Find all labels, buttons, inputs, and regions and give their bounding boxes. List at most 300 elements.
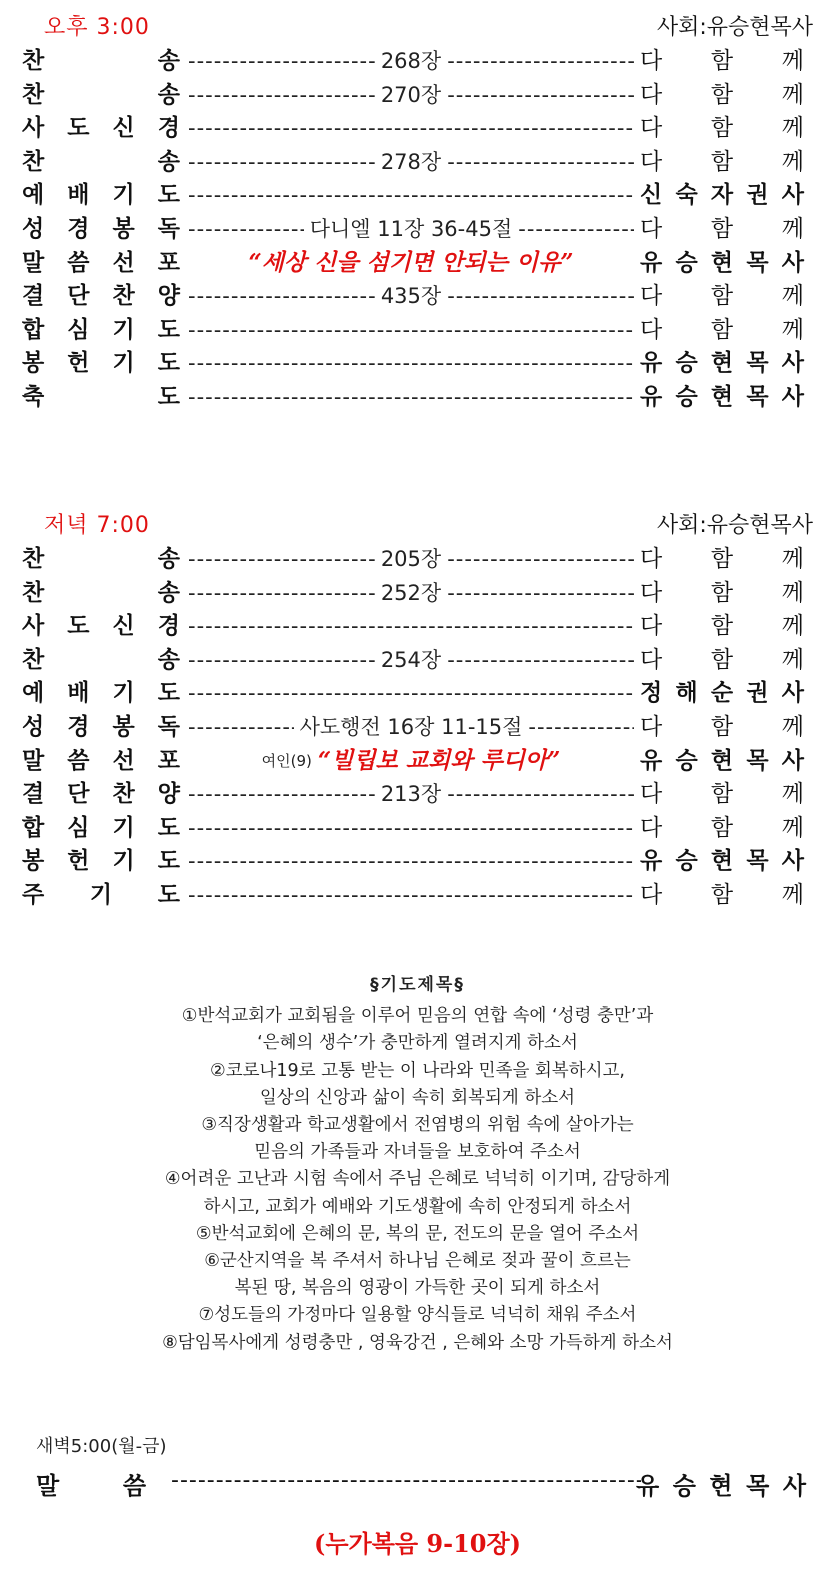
- order-item-value: 252장: [380, 580, 442, 605]
- label-char: 찬: [112, 283, 135, 310]
- order-item-leader: [640, 544, 804, 574]
- dash-leader: [528, 712, 634, 742]
- label-char: 선: [112, 747, 135, 774]
- leader-char: 다: [640, 215, 663, 242]
- label-char: 송: [157, 546, 180, 572]
- leader-char: 유: [640, 249, 663, 276]
- dash-leader: [188, 678, 634, 708]
- order-item-value: 270장: [380, 82, 442, 107]
- evening-service: [0, 502, 835, 912]
- order-row: [0, 111, 835, 145]
- leader-char: 권: [746, 680, 769, 707]
- prayer-line: ③직장생활과 학교생활에서 전염병의 위험 속에 살아가는: [201, 1115, 634, 1136]
- order-item-label: [22, 779, 180, 809]
- leader-char: 다: [640, 881, 663, 908]
- leader-char: 사: [781, 680, 804, 707]
- prayer-topics: [60, 972, 775, 1357]
- order-item-leader: [640, 382, 804, 412]
- leader-char: 다: [640, 781, 663, 808]
- label-char: 심: [67, 814, 90, 841]
- prayer-line: ⑦성도들의 가정마다 일용할 양식들로 넉넉히 채워 주소서: [198, 1305, 637, 1326]
- evening-host: 사회:유승현목사: [656, 513, 813, 538]
- prayer-title: §기도제목§: [370, 975, 465, 995]
- order-item-label: [22, 80, 180, 110]
- leader-char: 다: [640, 546, 663, 572]
- label-char: 배: [67, 182, 90, 209]
- label-char: 경: [67, 713, 90, 740]
- order-item-detail: [188, 348, 634, 378]
- label-char: 배: [67, 680, 90, 707]
- order-item-leader: [640, 746, 804, 776]
- label-char: 봉: [112, 215, 135, 242]
- dawn-time: 새벽5:00(월-금): [36, 1436, 167, 1457]
- dash-leader: [447, 46, 634, 76]
- dash-leader: [188, 813, 634, 843]
- leader-char: 승: [675, 249, 698, 276]
- label-char: 독: [157, 713, 180, 740]
- order-item-detail: [188, 315, 634, 345]
- order-item-detail: [188, 712, 634, 742]
- label-char: 도: [157, 350, 180, 377]
- dash-leader: [447, 645, 634, 675]
- order-item-value: 268장: [380, 49, 442, 73]
- order-item-leader: [640, 46, 804, 76]
- label-char: 독: [157, 215, 180, 242]
- dash-leader: [188, 46, 375, 76]
- prayer-line: 일상의 신앙과 삶이 속히 회복되게 하소서: [259, 1087, 576, 1108]
- label-char: 신: [112, 115, 135, 142]
- label-char: 포: [157, 747, 180, 774]
- order-row: [0, 609, 835, 643]
- label-char: 심: [67, 316, 90, 343]
- leader-char: 께: [781, 81, 804, 108]
- leader-char: 현: [710, 350, 734, 377]
- order-item-label: [22, 578, 180, 608]
- leader-char: 께: [781, 579, 804, 606]
- label-char: 기: [112, 316, 135, 343]
- dawn-order-row: [36, 1466, 806, 1502]
- dash-leader: [188, 315, 634, 345]
- order-item-detail: [188, 180, 634, 210]
- order-item-detail: [188, 746, 634, 776]
- label-char: 씀: [67, 747, 90, 774]
- order-row: [0, 676, 835, 710]
- leader-char: 다: [640, 579, 663, 606]
- leader-char: 현: [710, 747, 734, 774]
- dash-leader: [188, 281, 375, 311]
- order-item-detail: [188, 544, 634, 574]
- leader-char: 께: [781, 546, 804, 572]
- order-item-detail: [188, 813, 634, 843]
- dash-leader: [447, 281, 634, 311]
- leader-char: 유: [640, 848, 663, 875]
- order-item-leader: [640, 712, 804, 742]
- order-item-label: [22, 846, 180, 876]
- label-char: 찬: [22, 646, 45, 673]
- label-char: 헌: [67, 848, 90, 875]
- leader-char: 사: [781, 182, 804, 209]
- leader-char: 승: [675, 383, 698, 410]
- order-item-label: [22, 712, 180, 742]
- label-char: 축: [22, 383, 45, 410]
- leader-char: 함: [710, 546, 734, 572]
- order-item-value: 278장: [380, 149, 442, 174]
- leader-char: 께: [781, 646, 804, 673]
- label-char: 송: [157, 646, 180, 673]
- label-char: 도: [157, 316, 180, 343]
- order-row: [0, 212, 835, 246]
- prayer-line: ④어려운 고난과 시험 속에서 주님 은혜로 넉넉히 이기며, 감당하게: [164, 1169, 671, 1190]
- leader-char: 함: [710, 48, 734, 74]
- dash-leader: [188, 382, 634, 412]
- label-char: 경: [157, 613, 180, 640]
- leader-char: 께: [781, 48, 804, 74]
- leader-char: 승: [675, 350, 698, 377]
- leader-char: 사: [781, 383, 804, 410]
- label-char: 찬: [22, 81, 45, 108]
- order-item-leader: [640, 315, 804, 345]
- label-char: 예: [22, 680, 45, 707]
- prayer-line: ⑥군산지역을 복 주셔서 하나님 은혜로 젖과 꿀이 흐르는: [204, 1251, 631, 1272]
- order-item-leader: [640, 880, 804, 910]
- order-item-detail: [188, 281, 634, 311]
- dash-leader: [188, 846, 634, 876]
- label-char: 도: [157, 182, 180, 209]
- order-item-detail: [188, 46, 634, 76]
- label-char: 찬: [22, 48, 45, 74]
- leader-char: 다: [640, 814, 663, 841]
- leader-char: 유: [636, 1472, 660, 1500]
- order-item-label: [22, 315, 180, 345]
- leader-char: 목: [746, 747, 769, 774]
- afternoon-header: [0, 4, 835, 44]
- label-char: 송: [157, 48, 180, 74]
- dash-leader: [447, 147, 634, 177]
- order-item-detail: [188, 578, 634, 608]
- label-char: 봉: [22, 350, 45, 377]
- label-char: 씀: [67, 249, 90, 276]
- order-item-label: [22, 382, 180, 412]
- order-item-leader: [640, 180, 804, 210]
- prayer-line: 믿음의 가족들과 자녀들을 보호하여 주소서: [254, 1142, 581, 1163]
- leader-char: 께: [781, 283, 804, 310]
- leader-char: 함: [710, 613, 734, 640]
- label-char: 송: [157, 148, 180, 175]
- label-char: 봉: [22, 848, 45, 875]
- label-char: 단: [67, 781, 90, 808]
- label-char: 성: [22, 713, 45, 740]
- dash-leader: [447, 779, 634, 809]
- dash-leader: [447, 578, 634, 608]
- label-char: 말: [22, 249, 45, 276]
- label-char: 합: [22, 316, 45, 343]
- leader-char: 현: [709, 1472, 733, 1500]
- afternoon-service: [0, 4, 835, 414]
- leader-char: 께: [781, 215, 804, 242]
- order-item-label: [22, 813, 180, 843]
- order-item-leader: [640, 348, 804, 378]
- order-item-label: [22, 147, 180, 177]
- prayer-line: 복된 땅, 복음의 영광이 가득한 곳이 되게 하소서: [234, 1278, 601, 1299]
- order-item-label: [22, 880, 180, 910]
- label-char: 도: [157, 814, 180, 841]
- leader-char: 현: [710, 848, 734, 875]
- order-row: [0, 576, 835, 610]
- label-char: 포: [157, 249, 180, 276]
- leader-char: 자: [710, 182, 734, 209]
- order-item-value: 사도행전 16장 11-15절: [299, 714, 523, 739]
- order-item-detail: [188, 113, 634, 143]
- order-item-value: 213장: [380, 782, 442, 807]
- dash-leader: [188, 80, 375, 110]
- leader-char: 사: [781, 350, 804, 377]
- dash-leader: [447, 544, 634, 574]
- evening-header: [0, 502, 835, 542]
- label-char: 예: [22, 182, 45, 209]
- dash-leader: [188, 779, 375, 809]
- leader-char: 다: [640, 646, 663, 673]
- order-item-leader: [640, 611, 804, 641]
- order-item-detail: [188, 147, 634, 177]
- order-item-leader: [640, 281, 804, 311]
- order-item-label: [22, 678, 180, 708]
- leader-char: 함: [710, 713, 734, 740]
- dash-leader: [447, 80, 634, 110]
- leader-char: 사: [781, 848, 804, 875]
- dash-leader: [188, 180, 634, 210]
- order-item-label: [22, 746, 180, 776]
- prayer-line: ⑤반석교회에 은혜의 문, 복의 문, 전도의 문을 열어 주소서: [195, 1223, 640, 1244]
- order-item-leader: [640, 578, 804, 608]
- prayer-lines: [60, 1003, 775, 1357]
- order-row: [0, 44, 835, 78]
- leader-char: 권: [746, 182, 769, 209]
- order-item-value: 다니엘 11장 36-45절: [309, 216, 513, 241]
- leader-char: 목: [746, 848, 769, 875]
- leader-char: 함: [710, 781, 734, 808]
- label-char: 단: [67, 283, 90, 310]
- label-char: 송: [157, 81, 180, 108]
- order-item-detail: [188, 80, 634, 110]
- leader-char: 께: [781, 115, 804, 142]
- label-char: 성: [22, 215, 45, 242]
- prayer-line: ‘은혜의 생수’가 충만하게 열려지게 하소서: [257, 1033, 578, 1054]
- order-item-value: 205장: [380, 547, 442, 571]
- order-row: [0, 78, 835, 112]
- dash-leader: [188, 544, 375, 574]
- prayer-line: ⑧담임목사에게 성령충만 , 영육강건 , 은혜와 소망 가득하게 하소서: [162, 1332, 673, 1353]
- leader-char: 께: [781, 781, 804, 808]
- leader-char: 유: [640, 350, 663, 377]
- order-item-detail: [188, 645, 634, 675]
- label-char: 도: [157, 848, 180, 875]
- label-char: 봉: [112, 713, 135, 740]
- order-row: [0, 777, 835, 811]
- order-row: [0, 844, 835, 878]
- leader-char: 다: [640, 613, 663, 640]
- leader-char: 사: [781, 747, 804, 774]
- leader-char: 순: [710, 680, 734, 707]
- sermon-series: 여인(9): [261, 751, 312, 770]
- leader-char: 께: [781, 713, 804, 740]
- label-char: 도: [67, 115, 90, 142]
- label-char: 도: [157, 680, 180, 707]
- order-row: [0, 346, 835, 380]
- order-item-label: [22, 348, 180, 378]
- order-row: [0, 811, 835, 845]
- leader-char: 함: [710, 283, 734, 310]
- order-item-value: 435장: [380, 284, 442, 309]
- order-item-leader: [640, 813, 804, 843]
- order-item-label: [22, 281, 180, 311]
- order-item-detail: [188, 846, 634, 876]
- order-item-leader: [640, 214, 804, 244]
- prayer-line: ②코로나19로 고통 받는 이 나라와 민족을 회복하시고,: [210, 1060, 625, 1081]
- leader-char: 다: [640, 283, 663, 310]
- leader-char: 목: [746, 350, 769, 377]
- order-item-leader: [640, 779, 804, 809]
- leader-char: 함: [710, 215, 734, 242]
- label-char: 찬: [22, 148, 45, 175]
- order-item-detail: [188, 611, 634, 641]
- label-char: 사: [22, 613, 45, 640]
- order-item-leader: [640, 645, 804, 675]
- label-char: 씀: [122, 1472, 146, 1500]
- order-row: [0, 744, 835, 778]
- dash-leader: [188, 880, 634, 910]
- leader-char: 다: [640, 713, 663, 740]
- prayer-line: ①반석교회가 교회됨을 이루어 믿음의 연합 속에 ‘성령 충만’과: [181, 1006, 654, 1027]
- dash-leader: [188, 147, 375, 177]
- leader-char: 목: [746, 1472, 770, 1500]
- label-char: 합: [22, 814, 45, 841]
- order-item-leader: [640, 248, 804, 278]
- order-item-leader: [640, 678, 804, 708]
- order-row: [0, 542, 835, 576]
- leader-char: 함: [710, 579, 734, 606]
- order-item-value: 254장: [380, 647, 442, 672]
- label-char: 주: [22, 881, 45, 908]
- label-char: 결: [22, 781, 45, 808]
- order-item-label: [22, 544, 180, 574]
- order-item-label: [22, 113, 180, 143]
- label-char: 도: [67, 613, 90, 640]
- dash-leader: [188, 348, 634, 378]
- dash-leader: [188, 712, 294, 742]
- dawn-label: [36, 1466, 146, 1501]
- leader-char: 께: [781, 613, 804, 640]
- order-item-leader: [640, 113, 804, 143]
- leader-char: 함: [710, 814, 734, 841]
- leader-char: 승: [675, 848, 698, 875]
- dawn-scripture: (누가복음 9-10장): [313, 1529, 522, 1558]
- leader-char: 목: [746, 383, 769, 410]
- leader-char: 께: [781, 881, 804, 908]
- label-char: 양: [157, 283, 180, 310]
- label-char: 경: [67, 215, 90, 242]
- label-char: 기: [112, 680, 135, 707]
- order-item-detail: [188, 880, 634, 910]
- leader-char: 현: [710, 249, 734, 276]
- label-char: 도: [157, 881, 180, 908]
- order-item-detail: [188, 382, 634, 412]
- afternoon-host: 사회:유승현목사: [656, 15, 813, 40]
- dash-leader: [188, 578, 375, 608]
- label-char: 찬: [22, 546, 45, 572]
- dawn-preacher: [636, 1466, 806, 1501]
- dash-leader: [188, 113, 634, 143]
- sermon-title: “빌립보 교회와 루디아”: [317, 746, 561, 774]
- leader-char: 정: [640, 680, 663, 707]
- leader-char: 다: [640, 81, 663, 108]
- leader-char: 함: [710, 316, 734, 343]
- evening-time: 저녁 7:00: [44, 513, 150, 538]
- dash-leader: [188, 645, 375, 675]
- label-char: 기: [112, 814, 135, 841]
- label-char: 기: [112, 350, 135, 377]
- label-char: 송: [157, 579, 180, 606]
- order-row: [0, 380, 835, 414]
- order-row: [0, 643, 835, 677]
- leader-char: 다: [640, 48, 663, 74]
- label-char: 말: [36, 1472, 60, 1500]
- leader-char: 해: [675, 680, 698, 707]
- leader-char: 다: [640, 316, 663, 343]
- label-char: 양: [157, 781, 180, 808]
- sermon-title: “세상 신을 섬기면 안되는 이유”: [248, 248, 574, 276]
- afternoon-time: 오후 3:00: [44, 15, 150, 40]
- label-char: 선: [112, 249, 135, 276]
- order-item-label: [22, 214, 180, 244]
- leader-char: 함: [710, 646, 734, 673]
- label-char: 기: [89, 881, 113, 908]
- leader-char: 승: [672, 1472, 696, 1500]
- leader-char: 현: [710, 383, 734, 410]
- order-row: [0, 279, 835, 313]
- label-char: 말: [22, 747, 45, 774]
- order-item-label: [22, 248, 180, 278]
- leader-char: 께: [781, 148, 804, 175]
- label-char: 경: [157, 115, 180, 142]
- leader-char: 신: [640, 182, 663, 209]
- leader-char: 사: [782, 1472, 806, 1500]
- leader-char: 사: [781, 249, 804, 276]
- label-char: 헌: [67, 350, 90, 377]
- label-char: 결: [22, 283, 45, 310]
- dash-leader: [188, 611, 634, 641]
- leader-char: 함: [710, 148, 734, 175]
- prayer-line: 하시고, 교회가 예배와 기도생활에 속히 안정되게 하소서: [203, 1196, 632, 1217]
- order-item-leader: [640, 147, 804, 177]
- order-row: [0, 246, 835, 280]
- label-char: 찬: [22, 579, 45, 606]
- dawn-dash-leader: [171, 1466, 641, 1496]
- afternoon-order-list: [0, 44, 835, 414]
- leader-char: 숙: [675, 182, 698, 209]
- order-item-detail: [188, 248, 634, 278]
- order-row: [0, 313, 835, 347]
- order-row: [0, 145, 835, 179]
- leader-char: 함: [710, 81, 734, 108]
- leader-char: 함: [710, 115, 734, 142]
- leader-char: 승: [675, 747, 698, 774]
- leader-char: 유: [640, 383, 663, 410]
- leader-char: 목: [746, 249, 769, 276]
- order-item-leader: [640, 80, 804, 110]
- order-item-detail: [188, 779, 634, 809]
- leader-char: 께: [781, 814, 804, 841]
- label-char: 기: [112, 182, 135, 209]
